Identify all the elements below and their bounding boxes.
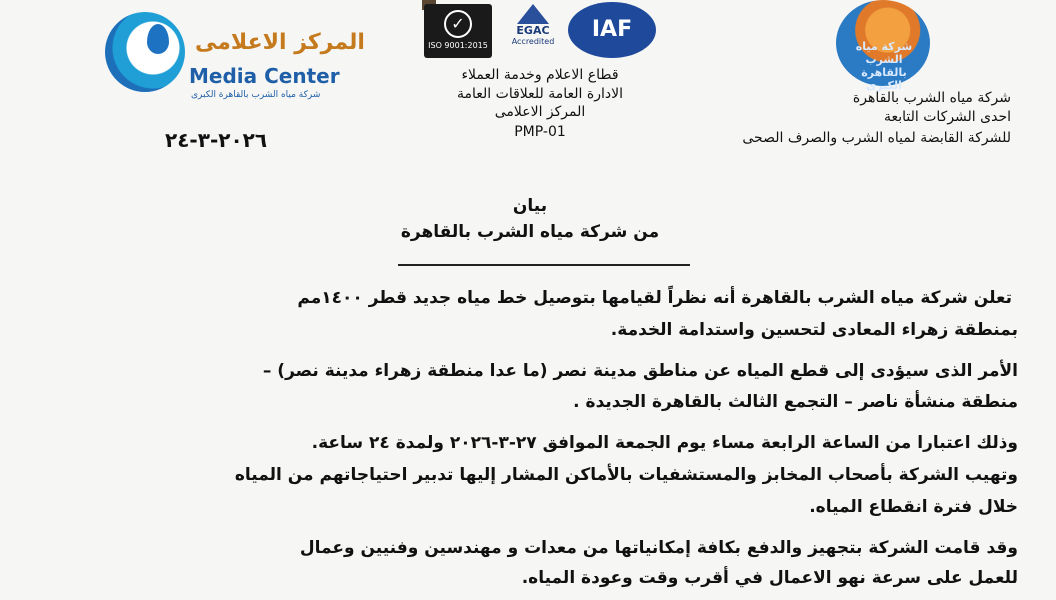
media-center-arabic-title: المركز الاعلامى — [195, 30, 365, 55]
media-center-english-title: Media Center — [189, 64, 340, 88]
statement-line: خلال فترة انقطاع المياه. — [809, 497, 1018, 517]
iso-label: ISO 9001:2015 — [428, 41, 488, 50]
mountain-icon — [517, 4, 549, 24]
statement-line: تعلن شركة مياه الشرب بالقاهرة أنه نظراً لقيامها بتوصيل خط مياه جديد قطر ١٤٠٠مم — [297, 288, 1012, 308]
statement-subheading: من شركة مياه الشرب بالقاهرة — [400, 222, 660, 242]
statement-line: منطقة منشأة ناصر – التجمع الثالث بالقاهرة الجديدة . — [573, 392, 1018, 412]
water-company-logo-text: شركة مياه الشرب بالقاهرة الكبرى — [855, 40, 913, 92]
document-date: ٢٠٢٦-٣-٢٤ — [165, 128, 268, 152]
company-name: شركة مياه الشرب بالقاهرة — [852, 90, 1011, 106]
egac-badge — [504, 0, 562, 60]
holding-company: للشركة القابضة لمياه الشرب والصرف الصحى — [742, 130, 1011, 146]
company-affiliation: احدى الشركات التابعة — [883, 109, 1011, 125]
center-name: المركز الاعلامى — [494, 104, 586, 120]
media-center-subtitle: شركة مياه الشرب بالقاهرة الكبرى — [191, 90, 321, 100]
water-company-logo — [830, 0, 935, 90]
sector-name: قطاع الاعلام وخدمة العملاء — [461, 67, 619, 83]
statement-line: وتهيب الشركة بأصحاب المخابز والمستشفيات بالأماكن المشار إليها تدبير احتياجاتهم من المياه — [234, 465, 1018, 485]
media-center-emblem-icon — [105, 12, 185, 92]
department-name: الادارة العامة للعلاقات العامة — [457, 86, 623, 102]
statement-heading: بيان — [512, 196, 548, 216]
statement-line: وذلك اعتبارا من الساعة الرابعة مساء يوم الجمعة الموافق ٢٧-٣-٢٠٢٦ ولمدة ٢٤ ساعة. — [311, 433, 1018, 453]
certification-badges — [420, 0, 660, 62]
statement-line: الأمر الذى سيؤدى إلى قطع المياه عن مناطق مدينة نصر (ما عدا منطقة زهراء مدينة نصر) – — [262, 361, 1018, 381]
checkmark-icon: ✓ — [444, 10, 472, 38]
egac-subtitle: Accredited — [511, 37, 555, 46]
statement-line: بمنطقة زهراء المعادى لتحسين واستدامة الخدمة. — [610, 320, 1018, 340]
document-code: PMP-01 — [514, 124, 566, 140]
egac-title: EGAC — [516, 24, 550, 37]
statement-line: وقد قامت الشركة بتجهيز والدفع بكافة إمكانياتها من معدات و مهندسين وفنيين وعمال — [299, 538, 1018, 558]
iso-badge — [424, 4, 492, 58]
statement-line: للعمل على سرعة نهو الاعمال في أقرب وقت وعودة المياه. — [521, 568, 1018, 588]
heading-divider — [398, 264, 690, 266]
iaf-badge: IAF — [568, 2, 656, 58]
media-center-logo — [105, 8, 365, 100]
